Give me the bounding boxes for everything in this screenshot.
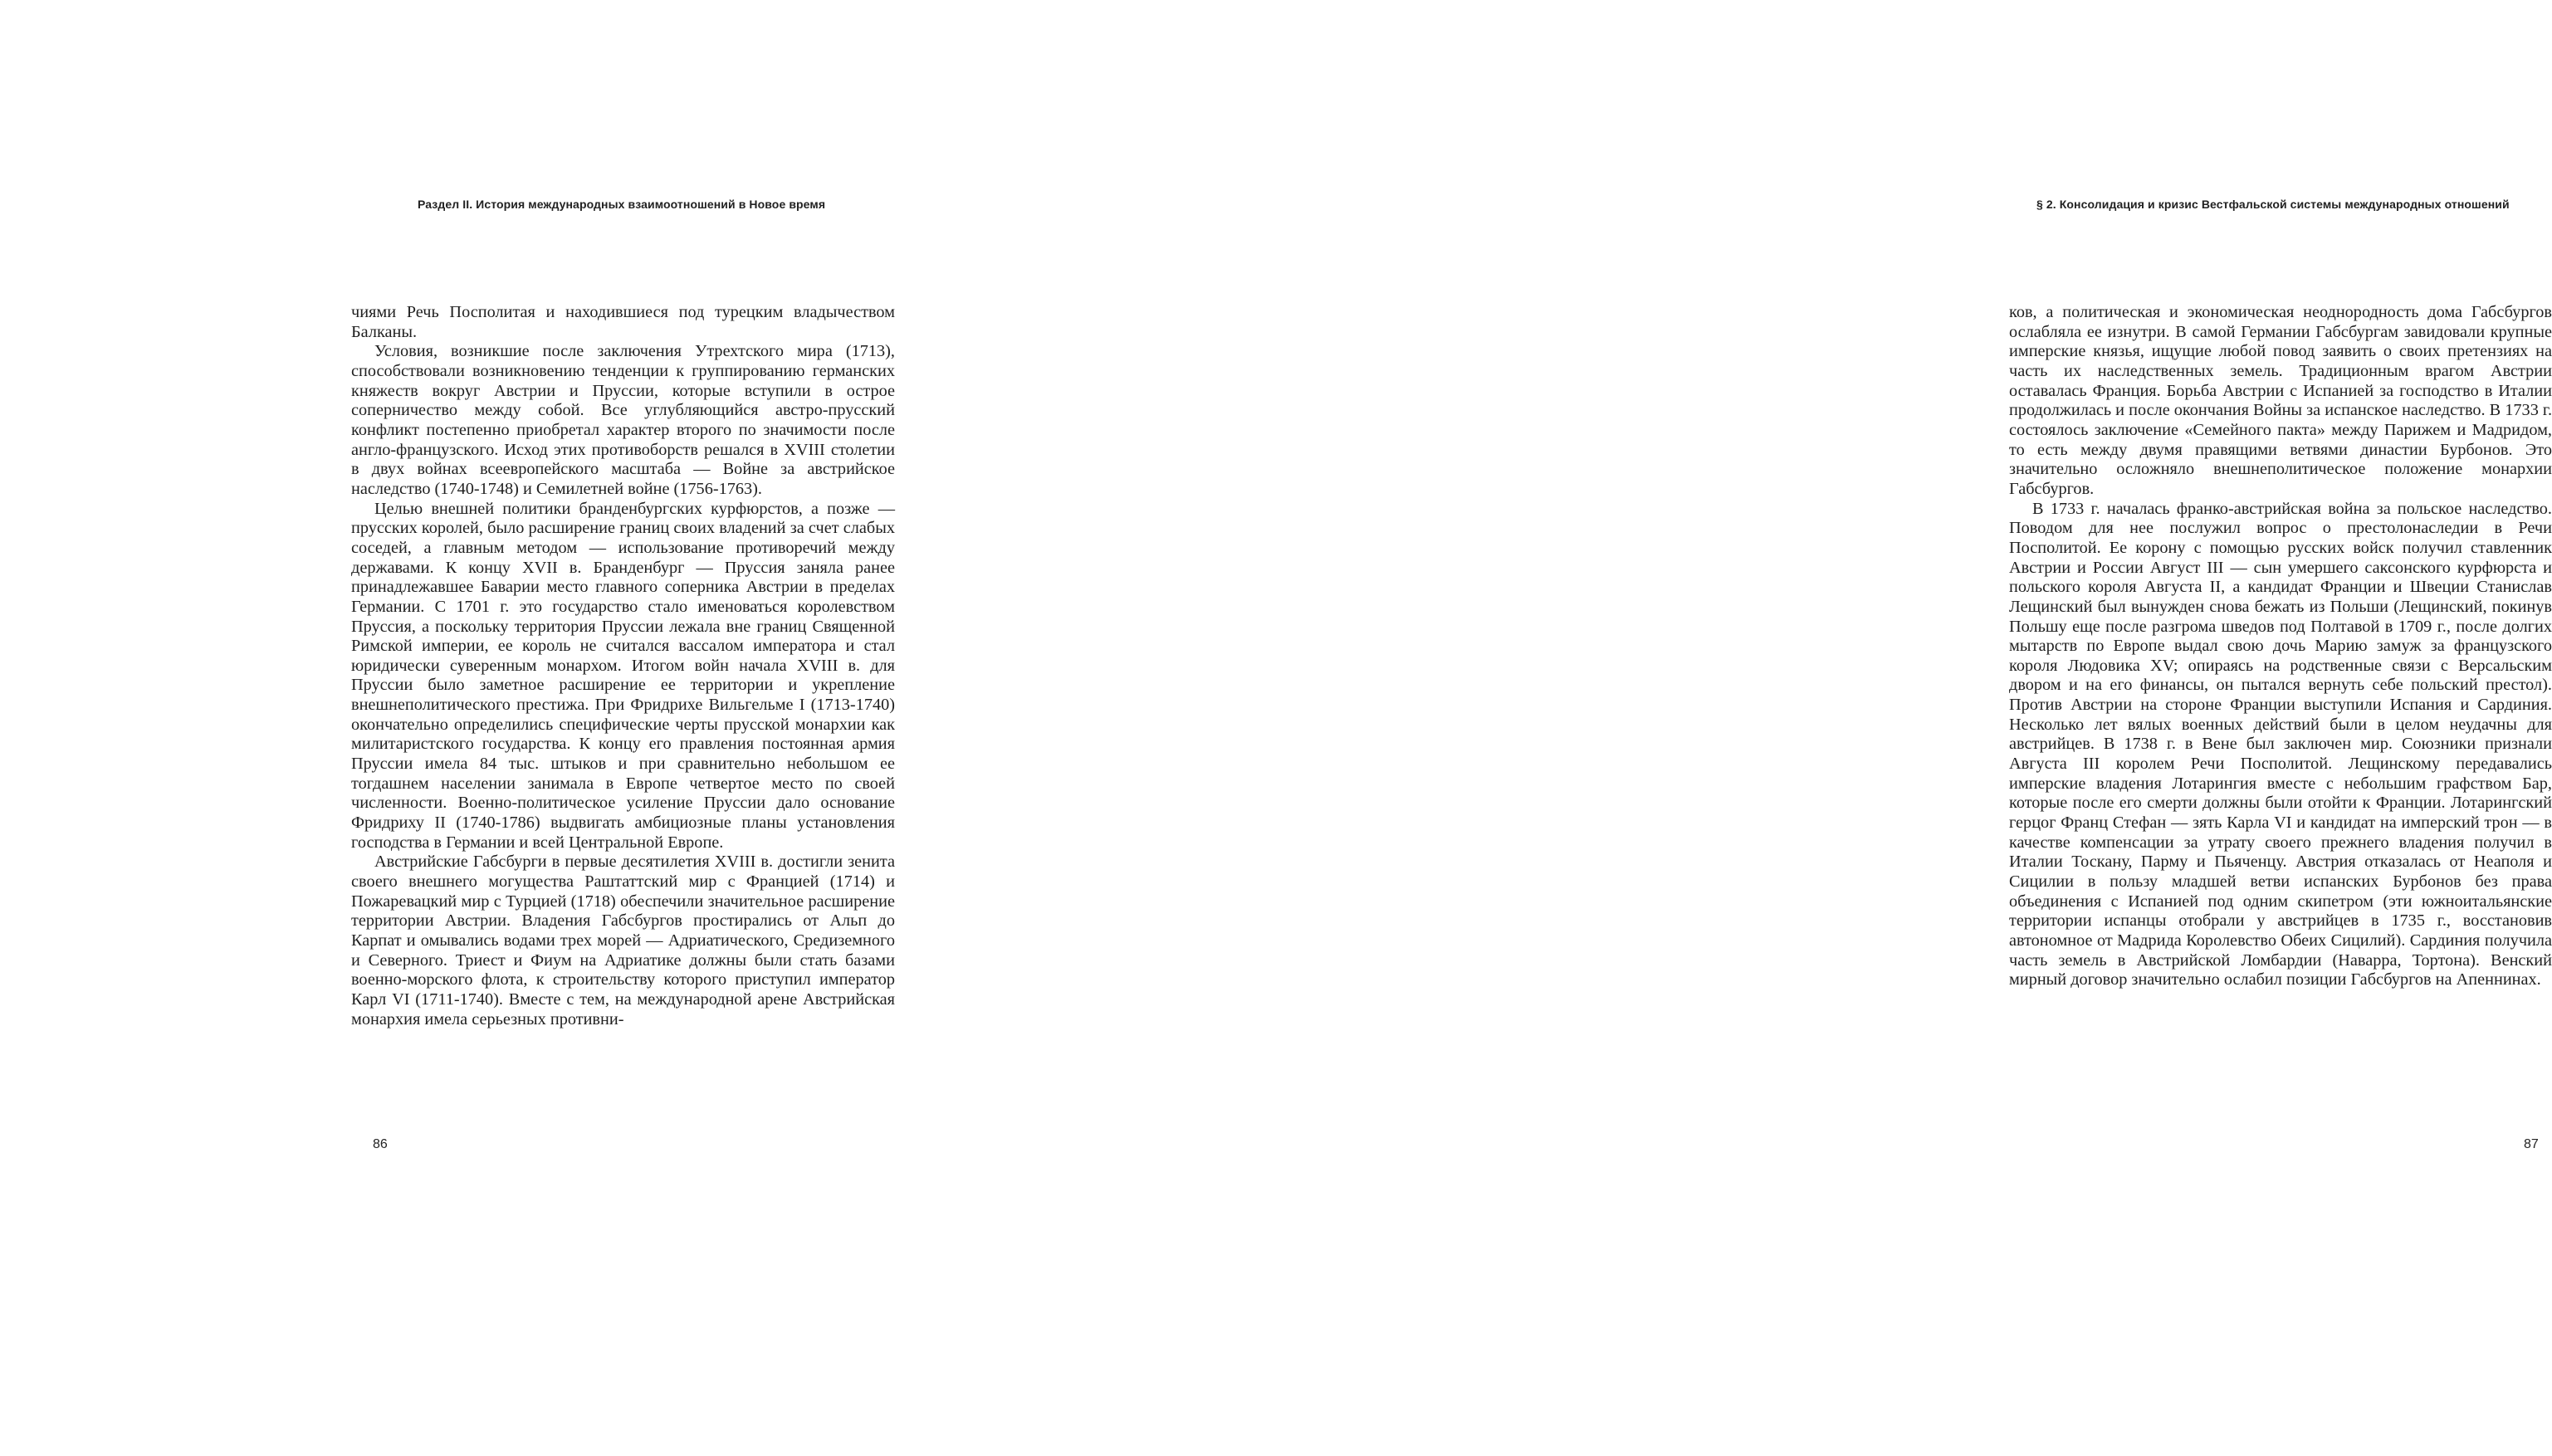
text-column-right bbox=[2009, 303, 2552, 990]
paragraph: Условия, возникшие после заключения Утрехтского мира (1713), способствовали возникновению тенденции к группированию германских княжеств вокруг Австрии и Пруссии, которые вступили в острое соперничество между собой. Все углубляющийся австро-прусский конфликт постепенно приобретал характер второго по значимости после англо-французского. Исход этих противоборств решался в XVIII столетии в двух войнах всеевропейского масштаба — Войне за австрийское наследство (1740-1748) и Семилетней войне (1756-1763). bbox=[351, 342, 895, 498]
paragraph: Австрийские Габсбурги в первые десятилетия XVIII в. достигли зенита своего внешнего могущества Раштаттский мир с Францией (1714) и Пожаревацкий мир с Турцией (1718) обеспечили значительное расширение территории Австрии. Владения Габсбургов простирались от Альп до Карпат и омывались водами трех морей — Адриатического, Средиземного и Северного. Триест и Фиум на Адриатике должны были стать базами военно-морского флота, к строительству которого приступил император Карл VI (1711-1740). Вместе с тем, на международной арене Австрийская монархия имела серьезных противни- bbox=[351, 853, 895, 1028]
page-number-left: 86 bbox=[373, 1137, 388, 1151]
right-page bbox=[1029, 0, 2552, 1456]
paragraph: Целью внешней политики бранденбургских курфюрстов, а позже — прусских королей, было расширение границ своих владений за счет слабых соседей, а главным методом — использование противоречий между державами. К концу XVII в. Бранденбург — Пруссия заняла ранее принадлежавшее Баварии место главного соперника Австрии в пределах Германии. С 1701 г. это государство стало именоваться королевством Пруссия, а поскольку территория Пруссии лежала вне границ Священной Римской империи, ее король не считался вассалом императора и стал юридически суверенным монархом. Итогом войн начала XVIII в. для Пруссии было заметное расширение ее территории и укрепление внешнеполитического престижа. При Фридрихе Вильгельме I (1713-1740) окончательно определились специфические черты прусской монархии как милитаристского государства. К концу его правления постоянная армия Пруссии имела 84 тыс. штыков и при сравнительно небольшом ее тогдашнем населении занимала в Европе четвертое место по своей численности. Военно-политическое усиление Пруссии дало основание Фридриху II (1740-1786) выдвигать амбициозные планы установления господства в Германии и всей Центральной Европе. bbox=[351, 499, 895, 852]
page-number-right: 87 bbox=[2524, 1137, 2539, 1151]
text-column-left bbox=[351, 303, 895, 1029]
running-head-right: § 2. Консолидация и кризис Вестфальской системы международных отношений bbox=[2036, 198, 2510, 211]
left-page bbox=[0, 0, 1029, 1456]
paragraph: чиями Речь Посполитая и находившиеся под турецким владычеством Балканы. bbox=[351, 303, 895, 341]
paragraph: ков, а политическая и экономическая неоднородность дома Габсбургов ослабляла ее изнутри. В самой Германии Габсбургам завидовали крупные имперские князья, ищущие любой повод заявить о своих претензиях на часть их наследственных земель. Традиционным врагом Австрии оставалась Франция. Борьба Австрии с Испанией за господство в Италии продолжилась и после окончания Войны за испанское наследство. В 1733 г. состоялось заключение «Семейного пакта» между Парижем и Мадридом, то есть между двумя правящими ветвями династии Бурбонов. Это значительно осложняло внешнеполитическое положение монархии Габсбургов. bbox=[2009, 303, 2552, 498]
paragraph: В 1733 г. началась франко-австрийская война за польское наследство. Поводом для нее послужил вопрос о престолонаследии в Речи Посполитой. Ее корону с помощью русских войск получил ставленник Австрии и России Август III — сын умершего саксонского курфюрста и польского короля Августа II, а кандидат Франции и Швеции Станислав Лещинский был вынужден снова бежать из Польши (Лещинский, покинув Польшу еще после разгрома шведов под Полтавой в 1709 г., после долгих мытарств по Европе выдал свою дочь Марию замуж за французского короля Людовика XV; опираясь на родственные связи с Версальским двором и на его финансы, он пытался вернуть себе польский престол). Против Австрии на стороне Франции выступили Испания и Сардиния. Несколько лет вялых военных действий были в целом неудачны для австрийцев. В 1738 г. в Вене был заключен мир. Союзники признали Августа III королем Речи Посполитой. Лещинскому передавались имперские владения Лотарингия вместе с небольшим графством Бар, которые после его смерти должны были отойти к Франции. Лотарингский герцог Франц Стефан — зять Карла VI и кандидат на имперский трон — в качестве компенсации за утрату своего прежнего владения получил в Италии Тоскану, Парму и Пьяченцу. Австрия отказалась от Неаполя и Сицилии в пользу младшей ветви испанских Бурбонов без права объединения с Испанией под одним скипетром (эти южноитальянские территории испанцы отобрали у австрийцев в 1735 г., восстановив автономное от Мадрида Королевство Обеих Сицилий). Сардиния получила часть земель в Австрийской Ломбардии (Наварра, Тортона). Венский мирный договор значительно ослабил позиции Габсбургов на Апеннинах. bbox=[2009, 499, 2552, 989]
running-head-left: Раздел II. История международных взаимоотношений в Новое время bbox=[418, 198, 826, 211]
